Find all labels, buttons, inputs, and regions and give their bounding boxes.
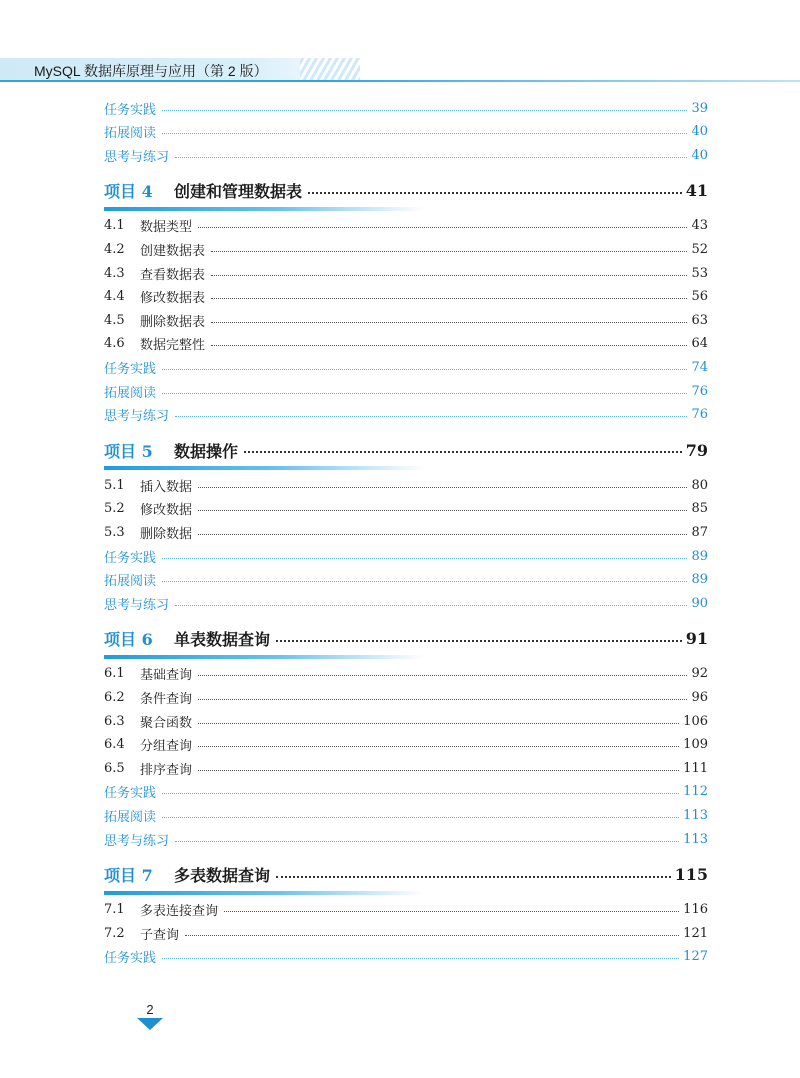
toc-section-item[interactable]: [104, 286, 708, 308]
entry-label: 拓展阅读: [104, 574, 157, 590]
page-footer: [135, 1002, 165, 1032]
section-number: 7.1: [104, 902, 125, 918]
entry-page: 127: [683, 949, 708, 965]
dot-leader: [162, 558, 687, 559]
entry-page: 76: [691, 407, 708, 423]
entry-page: 40: [691, 124, 708, 140]
dot-leader: [276, 640, 682, 642]
dot-leader: [211, 345, 687, 346]
entry-label: 删除数据: [140, 526, 193, 542]
section-number: 4.6: [104, 336, 125, 352]
chapter-title: 单表数据查询: [174, 630, 271, 650]
toc-section-item[interactable]: [104, 262, 708, 284]
entry-label: 查看数据表: [140, 267, 206, 283]
chapter-heading[interactable]: [104, 176, 708, 206]
dot-leader: [211, 251, 687, 252]
entry-label: 子查询: [140, 927, 180, 943]
entry-label: 思考与练习: [104, 597, 170, 613]
entry-page: 96: [691, 689, 708, 705]
chapter-title: 创建和管理数据表: [174, 182, 303, 202]
toc-section-item[interactable]: [104, 686, 708, 708]
dot-leader: [175, 157, 687, 158]
toc-extra-item[interactable]: [104, 380, 708, 402]
section-number: 5.1: [104, 477, 125, 493]
dot-leader: [162, 581, 687, 582]
dot-leader: [162, 369, 687, 370]
entry-label: 插入数据: [140, 479, 193, 495]
dot-leader: [308, 192, 682, 194]
entry-label: 聚合函数: [140, 715, 193, 731]
entry-label: 修改数据表: [140, 291, 206, 307]
dot-leader: [224, 911, 679, 912]
toc-section-item[interactable]: [104, 309, 708, 331]
toc-section-item[interactable]: [104, 899, 708, 921]
toc-section-item[interactable]: [104, 498, 708, 520]
chapter-page: 91: [685, 629, 708, 649]
entry-label: 任务实践: [104, 951, 157, 967]
dot-leader: [198, 723, 679, 724]
dot-leader: [198, 770, 679, 771]
entry-page: 112: [683, 784, 708, 800]
dot-leader: [198, 699, 687, 700]
entry-label: 任务实践: [104, 786, 157, 802]
section-number: 5.3: [104, 524, 125, 540]
chapter-underline: [104, 891, 424, 895]
section-number: 4.5: [104, 312, 125, 328]
toc-extra-item[interactable]: [104, 804, 708, 826]
entry-page: 53: [691, 265, 708, 281]
entry-label: 思考与练习: [104, 149, 170, 165]
chapter-underline: [104, 655, 424, 659]
entry-label: 删除数据表: [140, 314, 206, 330]
dot-leader: [162, 393, 687, 394]
toc-section-item[interactable]: [104, 663, 708, 685]
entry-page: 87: [691, 524, 708, 540]
entry-page: 89: [691, 548, 708, 564]
dot-leader: [162, 793, 679, 794]
toc-extra-item[interactable]: [104, 356, 708, 378]
dot-leader: [198, 675, 687, 676]
entry-label: 分组查询: [140, 739, 193, 755]
toc-extra-item[interactable]: [104, 121, 708, 143]
section-number: 6.4: [104, 737, 125, 753]
dot-leader: [211, 298, 687, 299]
dot-leader: [211, 322, 687, 323]
entry-page: 80: [691, 477, 708, 493]
header-stripes: [300, 58, 360, 82]
dot-leader: [198, 510, 687, 511]
toc-section-item[interactable]: [104, 922, 708, 944]
entry-page: 85: [691, 501, 708, 517]
toc-extra-item[interactable]: [104, 545, 708, 567]
entry-label: 条件查询: [140, 691, 193, 707]
entry-page: 106: [683, 713, 708, 729]
toc-extra-item[interactable]: [104, 946, 708, 968]
entry-label: 思考与练习: [104, 833, 170, 849]
entry-page: 113: [683, 831, 708, 847]
dot-leader: [198, 534, 687, 535]
dot-leader: [162, 958, 679, 959]
toc-section-item[interactable]: [104, 521, 708, 543]
toc-section-item[interactable]: [104, 734, 708, 756]
section-number: 6.5: [104, 760, 125, 776]
entry-page: 63: [691, 312, 708, 328]
section-number: 4.3: [104, 265, 125, 281]
entry-page: 113: [683, 807, 708, 823]
dot-leader: [175, 841, 679, 842]
chapter-underline: [104, 466, 424, 470]
section-number: 5.2: [104, 501, 125, 517]
chapter-title: 数据操作: [174, 441, 239, 461]
chapter-heading[interactable]: [104, 860, 708, 890]
page-number: 2: [146, 1002, 154, 1017]
dot-leader: [198, 487, 687, 488]
entry-label: 拓展阅读: [104, 385, 157, 401]
entry-label: 任务实践: [104, 550, 157, 566]
chapter-number: 项目 7: [104, 866, 153, 886]
toc-extra-item[interactable]: [104, 781, 708, 803]
entry-page: 89: [691, 572, 708, 588]
section-number: 4.4: [104, 289, 125, 305]
section-number: 4.2: [104, 241, 125, 257]
chapter-heading[interactable]: [104, 435, 708, 465]
chapter-page: 79: [685, 440, 708, 460]
toc-section-item[interactable]: [104, 333, 708, 355]
toc-extra-item[interactable]: [104, 592, 708, 614]
entry-page: 39: [691, 100, 708, 116]
toc-section-item[interactable]: [104, 710, 708, 732]
entry-page: 74: [691, 359, 708, 375]
dot-leader: [211, 275, 687, 276]
dot-leader: [276, 876, 671, 878]
toc-extra-item[interactable]: [104, 144, 708, 166]
page-marker-triangle-icon: [137, 1018, 163, 1030]
chapter-number: 项目 5: [104, 441, 153, 461]
entry-label: 创建数据表: [140, 243, 206, 259]
entry-page: 92: [691, 666, 708, 682]
entry-label: 思考与练习: [104, 409, 170, 425]
chapter-page: 41: [685, 181, 708, 201]
toc-section-item[interactable]: [104, 757, 708, 779]
dot-leader: [162, 133, 687, 134]
entry-label: 拓展阅读: [104, 809, 157, 825]
entry-page: 56: [691, 289, 708, 305]
entry-label: 修改数据: [140, 503, 193, 519]
chapter-heading[interactable]: [104, 624, 708, 654]
entry-page: 52: [691, 241, 708, 257]
entry-page: 64: [691, 336, 708, 352]
dot-leader: [175, 416, 687, 417]
entry-page: 116: [683, 902, 708, 918]
entry-page: 43: [691, 218, 708, 234]
entry-label: 多表连接查询: [140, 904, 219, 920]
entry-page: 121: [683, 925, 708, 941]
entry-label: 基础查询: [140, 668, 193, 684]
section-number: 7.2: [104, 925, 125, 941]
section-number: 6.1: [104, 666, 125, 682]
dot-leader: [162, 110, 687, 111]
chapter-underline: [104, 207, 424, 211]
toc-extra-item[interactable]: [104, 97, 708, 119]
toc-section-item[interactable]: [104, 238, 708, 260]
toc-section-item[interactable]: [104, 215, 708, 237]
entry-label: 任务实践: [104, 361, 157, 377]
entry-page: 90: [691, 595, 708, 611]
entry-page: 111: [683, 760, 708, 776]
toc-section-item[interactable]: [104, 474, 708, 496]
toc-extra-item[interactable]: [104, 569, 708, 591]
dot-leader: [198, 227, 687, 228]
running-header: [0, 58, 800, 82]
dot-leader: [175, 605, 687, 606]
chapter-page: 115: [674, 865, 708, 885]
dot-leader: [198, 746, 679, 747]
entry-page: 109: [683, 737, 708, 753]
chapter-number: 项目 6: [104, 630, 153, 650]
toc-extra-item[interactable]: [104, 404, 708, 426]
entry-label: 排序查询: [140, 762, 193, 778]
dot-leader: [185, 935, 679, 936]
chapter-title: 多表数据查询: [174, 866, 271, 886]
dot-leader: [244, 451, 682, 453]
entry-page: 40: [691, 147, 708, 163]
section-number: 6.3: [104, 713, 125, 729]
entry-label: 数据类型: [140, 220, 193, 236]
dot-leader: [162, 817, 679, 818]
entry-page: 76: [691, 383, 708, 399]
entry-label: 拓展阅读: [104, 126, 157, 142]
chapter-number: 项目 4: [104, 182, 153, 202]
section-number: 4.1: [104, 218, 125, 234]
entry-label: 任务实践: [104, 102, 157, 118]
toc-extra-item[interactable]: [104, 828, 708, 850]
book-title: MySQL 数据库原理与应用（第 2 版）: [34, 63, 268, 79]
section-number: 6.2: [104, 689, 125, 705]
entry-label: 数据完整性: [140, 338, 206, 354]
